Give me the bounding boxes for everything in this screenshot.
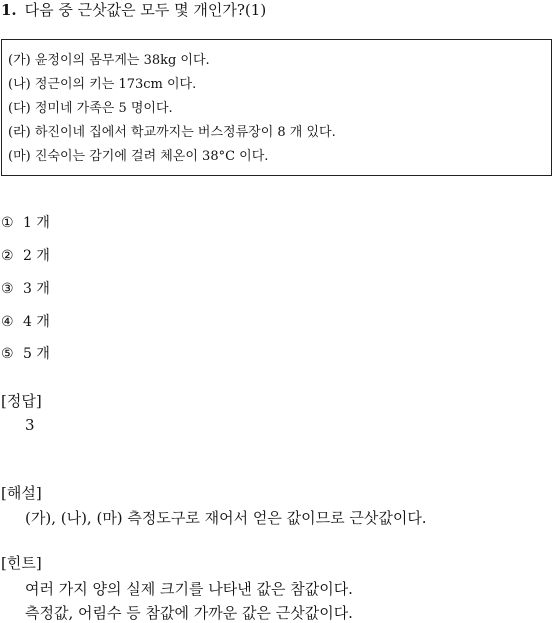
option-text: 3 개 xyxy=(23,281,50,297)
option-1[interactable] xyxy=(1,213,50,233)
option-text: 5 개 xyxy=(23,346,50,362)
explanation-heading: [해설] xyxy=(1,484,42,502)
option-mark: ② xyxy=(1,248,14,264)
statement-da: (다) 정미네 가족은 5 명이다. xyxy=(8,101,173,116)
question-title xyxy=(1,0,266,20)
option-text: 1 개 xyxy=(23,215,50,231)
option-mark: ⑤ xyxy=(1,346,14,362)
hint-line-2: 측정값, 어림수 등 참값에 가까운 값은 근삿값이다. xyxy=(25,604,353,622)
option-mark: ④ xyxy=(1,314,14,330)
hint-line-1: 여러 가지 양의 실제 크기를 나타낸 값은 참값이다. xyxy=(25,580,353,598)
option-5[interactable] xyxy=(1,344,50,364)
option-mark: ③ xyxy=(1,281,14,297)
hint-heading: [힌트] xyxy=(1,554,42,572)
statement-ga: (가) 윤정이의 몸무게는 38kg 이다. xyxy=(8,53,210,68)
statement-box xyxy=(1,39,552,176)
explanation-text: (가), (나), (마) 측정도구로 재어서 얻은 값이므로 근삿값이다. xyxy=(25,509,427,527)
option-2[interactable] xyxy=(1,246,50,266)
option-text: 4 개 xyxy=(23,314,50,330)
option-3[interactable] xyxy=(1,279,50,299)
question-text: 다음 중 근삿값은 모두 몇 개인가?(1) xyxy=(24,1,267,19)
option-mark: ① xyxy=(1,215,14,231)
statement-ra: (라) 하진이네 집에서 학교까지는 버스정류장이 8 개 있다. xyxy=(8,125,336,140)
question-number: 1. xyxy=(1,1,17,19)
statement-na: (나) 정근이의 키는 173cm 이다. xyxy=(8,77,197,92)
answer-value: 3 xyxy=(25,416,35,434)
statement-ma: (마) 진숙이는 감기에 걸려 체온이 38°C 이다. xyxy=(8,149,269,164)
option-4[interactable] xyxy=(1,312,50,332)
answer-heading: [정답] xyxy=(1,392,42,410)
option-text: 2 개 xyxy=(23,248,50,264)
